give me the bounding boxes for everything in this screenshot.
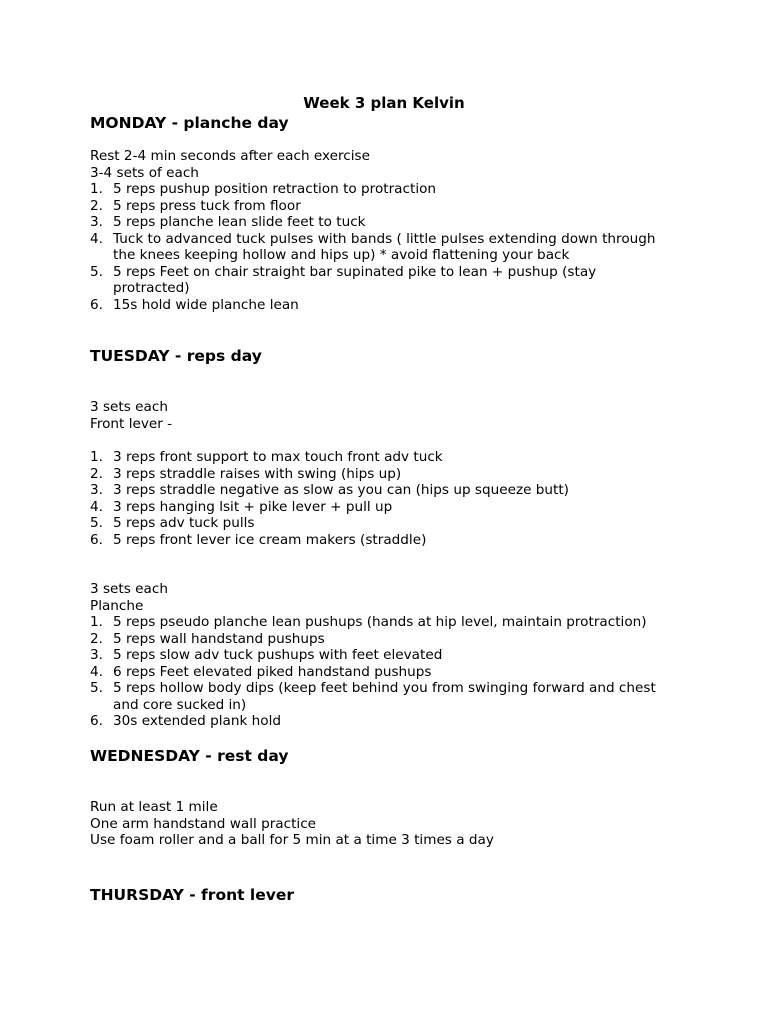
wednesday-line: Use foam roller and a ball for 5 min at a time 3 times a day xyxy=(90,832,494,848)
list-item xyxy=(90,499,690,516)
list-item xyxy=(90,664,690,681)
list-item-text: 5 reps pseudo planche lean pushups (hands at hip level, maintain protraction) xyxy=(113,614,647,630)
list-item xyxy=(90,231,690,264)
list-item-text-continued: protracted) xyxy=(113,280,190,296)
list-item-text: 3 reps front support to max touch front adv tuck xyxy=(113,449,443,465)
list-number: 3. xyxy=(90,482,103,498)
list-number: 4. xyxy=(90,230,103,247)
monday-exercise-list xyxy=(90,181,690,313)
list-number: 2. xyxy=(90,630,103,647)
list-item xyxy=(90,532,690,549)
list-number: 1. xyxy=(90,449,103,465)
list-item xyxy=(90,198,690,215)
list-item xyxy=(90,631,690,648)
list-item xyxy=(90,647,690,664)
list-number: 4. xyxy=(90,498,103,515)
list-item-text: 5 reps wall handstand pushups xyxy=(113,630,325,647)
list-number: 6. xyxy=(90,713,103,729)
list-item-text: 30s extended plank hold xyxy=(113,713,282,729)
list-item xyxy=(90,482,690,499)
list-item-text: 6 reps Feet elevated piked handstand pushups xyxy=(113,663,432,680)
list-number: 6. xyxy=(90,531,103,548)
list-item-text-continued: and core sucked in) xyxy=(113,696,247,713)
list-item-text: Tuck to advanced tuck pulses with bands ( little pulses extending down through xyxy=(113,230,656,247)
list-item-text: 5 reps adv tuck pulls xyxy=(113,515,255,531)
list-item-text: 5 reps hollow body dips (keep feet behind you from swinging forward and chest xyxy=(113,680,656,696)
planche-label: Planche xyxy=(90,597,144,614)
list-number: 2. xyxy=(90,465,103,482)
list-item-text: 5 reps slow adv tuck pushups with feet elevated xyxy=(113,647,443,663)
list-item xyxy=(90,515,690,532)
list-item xyxy=(90,297,690,314)
list-number: 3. xyxy=(90,214,103,230)
thursday-heading: THURSDAY - front lever xyxy=(90,886,295,904)
list-number: 6. xyxy=(90,296,103,313)
list-item-text: 3 reps hanging lsit + pike lever + pull up xyxy=(113,498,393,515)
monday-rest-text: Rest 2-4 min seconds after each exercise xyxy=(90,148,370,164)
monday-sets-text: 3-4 sets of each xyxy=(90,164,199,181)
list-number: 2. xyxy=(90,197,103,214)
front-lever-sets-text: 3 sets each xyxy=(90,399,168,415)
list-item xyxy=(90,264,690,297)
wednesday-line: Run at least 1 mile xyxy=(90,799,218,815)
list-item-text: 5 reps front lever ice cream makers (straddle) xyxy=(113,531,427,548)
list-number: 5. xyxy=(90,515,103,531)
planche-sets-text: 3 sets each xyxy=(90,581,168,597)
list-item-text: 5 reps Feet on chair straight bar supinated pike to lean + pushup (stay xyxy=(113,263,597,280)
list-number: 5. xyxy=(90,263,103,280)
list-number: 1. xyxy=(90,614,103,630)
list-number: 3. xyxy=(90,647,103,663)
list-item-text: 3 reps straddle negative as slow as you can (hips up squeeze butt) xyxy=(113,482,569,498)
list-item-text-continued: the knees keeping hollow and hips up) * avoid flattening your back xyxy=(113,247,570,263)
list-item xyxy=(90,449,690,466)
front-lever-label: Front lever - xyxy=(90,415,173,432)
document-title: Week 3 plan Kelvin xyxy=(303,94,465,112)
list-item-text: 5 reps planche lean slide feet to tuck xyxy=(113,214,366,230)
list-item-text: 3 reps straddle raises with swing (hips up) xyxy=(113,465,402,482)
tuesday-heading: TUESDAY - reps day xyxy=(90,347,262,365)
list-item xyxy=(90,181,690,198)
wednesday-line: One arm handstand wall practice xyxy=(90,815,317,832)
list-item xyxy=(90,680,690,713)
list-item-text: 5 reps press tuck from floor xyxy=(113,197,301,214)
front-lever-exercise-list xyxy=(90,449,690,548)
list-number: 5. xyxy=(90,680,103,696)
wednesday-heading: WEDNESDAY - rest day xyxy=(90,747,289,765)
list-item xyxy=(90,214,690,231)
list-item xyxy=(90,466,690,483)
list-item-text: 5 reps pushup position retraction to protraction xyxy=(113,181,437,197)
list-number: 4. xyxy=(90,663,103,680)
planche-exercise-list xyxy=(90,614,690,730)
list-number: 1. xyxy=(90,181,103,197)
list-item xyxy=(90,614,690,631)
list-item-text: 15s hold wide planche lean xyxy=(113,296,299,313)
monday-heading: MONDAY - planche day xyxy=(90,114,289,132)
list-item xyxy=(90,713,690,730)
